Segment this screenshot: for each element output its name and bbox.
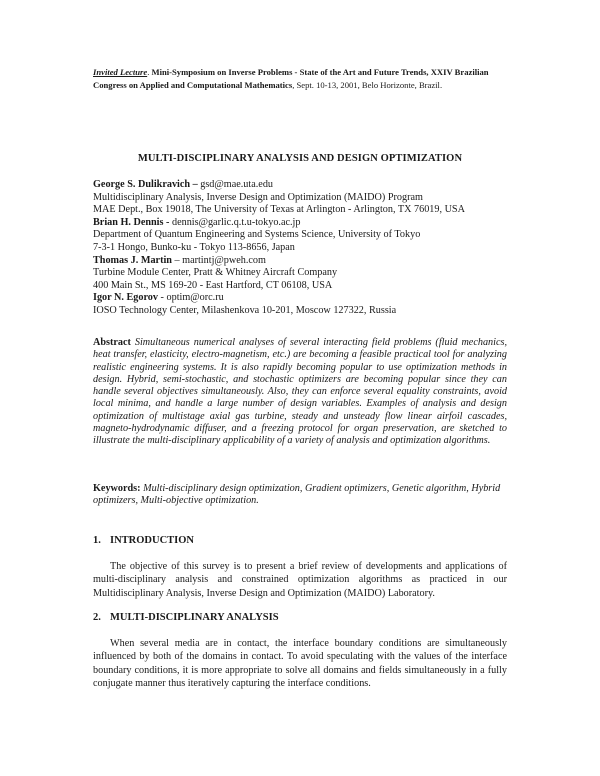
author-affiliation: 400 Main St., MS 169-20 - East Hartford, CT 06108, USA: [93, 279, 333, 291]
author-email: optim@orc.ru: [166, 292, 224, 304]
abstract-text: Simultaneous numerical analyses of several interacting field problems (fluid mechanics, heat transfer, elasticity, electro-magnetism, etc.) are becoming a feasible practical tool for analyzing realistic engineering systems. It is also rapidly becoming popular to use optimization methods in design. Hybrid, semi-stochastic, and stochastic optimizers are becoming popular since they can handle several objectives simultaneously. Also, they can enforce several equality constraints, avoid local minima, and handle a large number of design variables. Examples of analysis and design optimization of multistage axial gas turbine, steady and unsteady flow linear airfoil cascades, magneto-hydrodynamic diffuser, and a freezing protocol for organ preservation, are sketched to illustrate the multi-disciplinary applicability of a variety of analysis and optimization algorithms.: [93, 337, 507, 447]
invited-lecture-label: Invited Lecture: [93, 67, 148, 77]
keywords: [93, 483, 507, 508]
author-line: Brian H. Dennis - dennis@garlic.q.t.u-tokyo.ac.jp: [93, 216, 301, 228]
author-name: Thomas J. Martin: [93, 254, 172, 266]
author-email: gsd@mae.uta.edu: [200, 179, 274, 190]
author-affiliation: Turbine Module Center, Pratt & Whitney Aircraft Company: [93, 267, 338, 279]
section-heading-analysis: 2. MULTI-DISCIPLINARY ANALYSIS: [93, 612, 279, 623]
abstract: [93, 337, 507, 448]
keywords-text: Multi-disciplinary design optimization, Gradient optimizers, Genetic algorithm, Hybrid optimizers, Multi-objective optimization.: [93, 483, 501, 507]
author-email: martintj@pweh.com: [182, 254, 266, 266]
author-affiliation: Multidisciplinary Analysis, Inverse Design and Optimization (MAIDO) Program: [93, 191, 423, 203]
introduction-paragraph: The objective of this survey is to present a brief review of developments and applications of multi-disciplinary analysis and constrained optimization algorithms as practiced in our Multidisciplinary Analysis, Inverse Design and Optimization (MAIDO) Laboratory.: [93, 561, 507, 599]
author-name: Brian H. Dennis: [93, 216, 164, 228]
conference-dates: , Sept. 10-13, 2001, Belo Horizonte, Brazil.: [292, 80, 443, 90]
author-affiliation: MAE Dept., Box 19018, The University of Texas at Arlington - Arlington, TX 76019, USA: [93, 204, 465, 216]
author-line: Thomas J. Martin – martintj@pweh.com: [93, 254, 266, 266]
author-affiliation: Department of Quantum Engineering and Systems Science, University of Tokyo: [93, 229, 421, 241]
analysis-paragraph: When several media are in contact, the interface boundary conditions are simultaneously influenced by both of the domains in contact. To avoid speculating with the values of the interface boundary conditions, it is more appropriate to solve all domains and fields simultaneously in a fully conjugate manner thus iteratively capturing the interface conditions.: [93, 638, 507, 690]
author-name: Igor N. Egorov: [93, 292, 158, 304]
author-block: [93, 179, 523, 318]
author-affiliation: 7-3-1 Hongo, Bunko-ku - Tokyo 113-8656, Japan: [93, 241, 295, 253]
author-name: George S. Dulikravich: [93, 179, 191, 190]
conference-header: Invited Lecture. Mini-Symposium on Inverse Problems - State of the Art and Future Trends, XXIV Brazilian Congress on Applied and Computational Mathematics, Sept. 10-13, 2001, Belo Horizonte, Brazil.: [93, 67, 489, 90]
author-line: George S. Dulikravich – gsd@mae.uta.edu: [93, 179, 274, 190]
section-heading-introduction: 1. INTRODUCTION: [93, 535, 195, 546]
paper-title: MULTI-DISCIPLINARY ANALYSIS AND DESIGN OPTIMIZATION: [137, 153, 463, 164]
author-affiliation: IOSO Technology Center, Milashenkova 10-201, Moscow 127322, Russia: [93, 304, 397, 316]
author-email: dennis@garlic.q.t.u-tokyo.ac.jp: [171, 216, 301, 228]
keywords-label: Keywords:: [93, 483, 141, 494]
conference-name: Mini-Symposium on Inverse Problems - State of the Art and Future Trends, XXIV Brazilian Congress on Applied and Computational Mathematics: [93, 67, 489, 90]
abstract-label: Abstract: [93, 337, 131, 348]
author-line: Igor N. Egorov - optim@orc.ru: [93, 292, 224, 304]
